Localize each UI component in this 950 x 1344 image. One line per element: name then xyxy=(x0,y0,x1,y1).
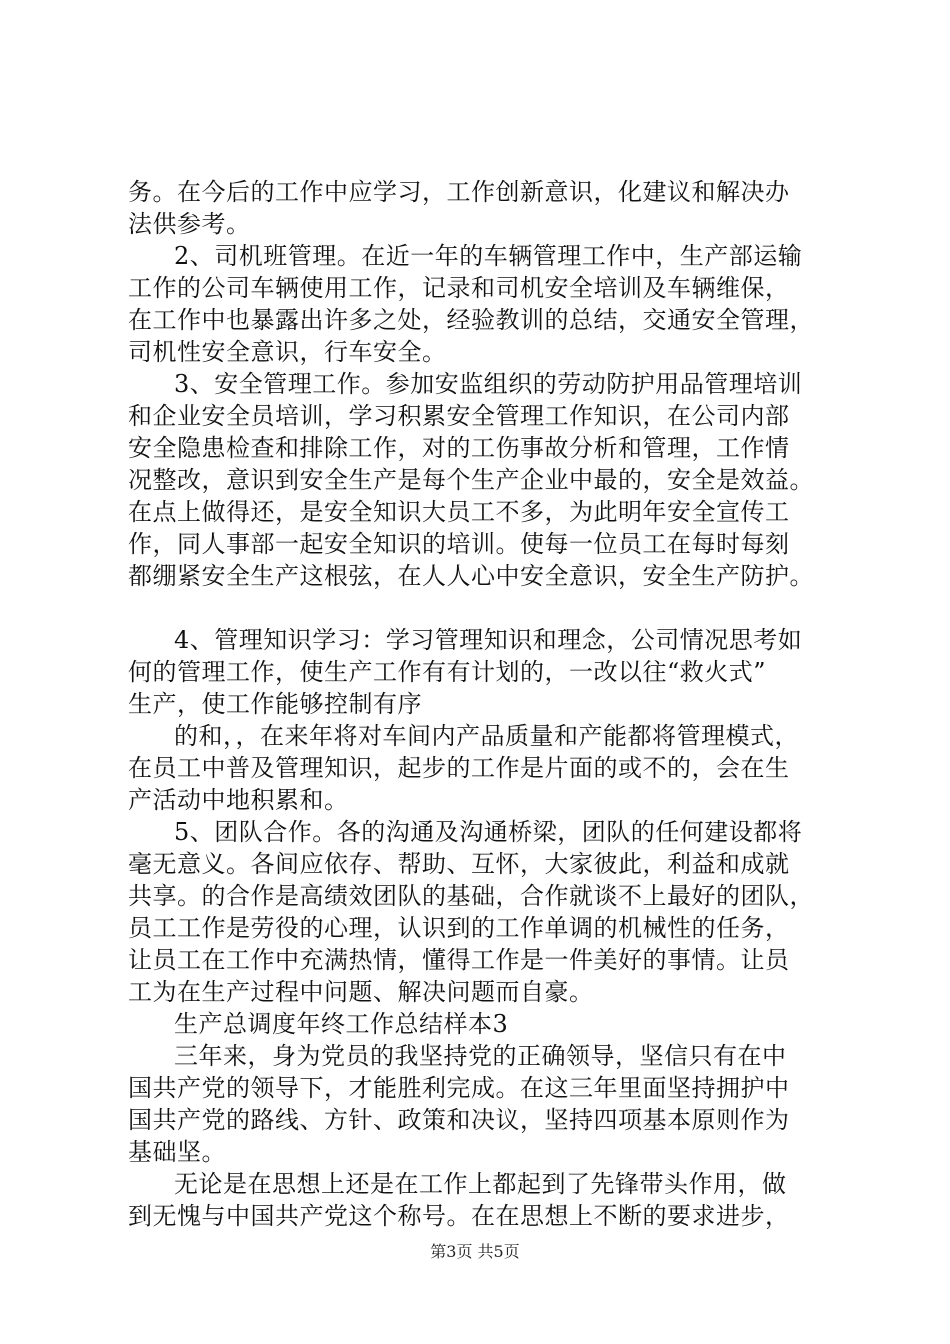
text-line: 都绷紧安全生产这根弦，在人人心中安全意识，安全生产防护。 xyxy=(128,562,814,590)
text-line: 安全隐患检查和排除工作，对的工伤事故分析和管理，工作情 xyxy=(128,434,790,462)
text-line: 在点上做得还，是安全知识大员工不多，为此明年安全宣传工 xyxy=(128,498,790,526)
text-line: 法供参考。 xyxy=(128,210,251,238)
text-line: 产活动中地积累和。 xyxy=(128,786,349,814)
text-line: 让员工在工作中充满热情，懂得工作是一件美好的事情。让员 xyxy=(128,946,790,974)
text-line: 在工作中也暴露出许多之处，经验教训的总结，交通安全管理， xyxy=(128,306,814,334)
text-line: 在员工中普及管理知识，起步的工作是片面的或不的，会在生 xyxy=(128,754,790,782)
text-line: 务。在今后的工作中应学习，工作创新意识，化建议和解决办 xyxy=(128,178,790,206)
page-number-footer: 第3页 共5页 xyxy=(430,1242,520,1261)
text-line: 国共产党的路线、方针、政策和决议，坚持四项基本原则作为 xyxy=(128,1106,790,1134)
document-body xyxy=(128,176,850,1232)
paragraph-start-line: 无论是在思想上还是在工作上都起到了先锋带头作用，做 xyxy=(174,1170,787,1198)
text-line: 共享。的合作是高绩效团队的基础，合作就谈不上最好的团队， xyxy=(128,882,814,910)
paragraph-start-line: 4、管理知识学习：学习管理知识和理念，公司情况思考如 xyxy=(174,626,803,654)
paragraph-start-line: 5、团队合作。各的沟通及沟通桥梁，团队的任何建设都将 xyxy=(174,818,803,846)
paragraph-start-line: 2、司机班管理。在近一年的车辆管理工作中，生产部运输 xyxy=(174,242,803,270)
text-line: 毫无意义。各间应依存、帮助、互怀，大家彼此，利益和成就 xyxy=(128,850,790,878)
text-line: 作，同人事部一起安全知识的培训。使每一位员工在每时每刻 xyxy=(128,530,790,558)
text-line: 国共产党的领导下，才能胜利完成。在这三年里面坚持拥护中 xyxy=(128,1074,790,1102)
text-line: 司机性安全意识，行车安全。 xyxy=(128,338,447,366)
text-line: 工作的公司车辆使用工作，记录和司机安全培训及车辆维保， xyxy=(128,274,790,302)
text-line: 员工工作是劳役的心理，认识到的工作单调的机械性的任务， xyxy=(128,914,790,942)
text-line: 基础坚。 xyxy=(128,1138,226,1166)
text-line: 何的管理工作，使生产工作有有计划的，一改以往“救火式” xyxy=(128,658,767,686)
blank-line xyxy=(128,592,850,624)
section-heading: 生产总调度年终工作总结样本3 xyxy=(174,1010,509,1038)
text-line: 况整改，意识到安全生产是每个生产企业中最的，安全是效益。 xyxy=(128,466,814,494)
text-line: 工为在生产过程中问题、解决问题而自豪。 xyxy=(128,978,594,1006)
text-line: 生产，使工作能够控制有序 xyxy=(128,690,422,718)
paragraph-start-line: 三年来，身为党员的我坚持党的正确领导，坚信只有在中 xyxy=(174,1042,787,1070)
text-line: 和企业安全员培训，学习积累安全管理工作知识，在公司内部 xyxy=(128,402,790,430)
text-line: 到无愧与中国共产党这个称号。在在思想上不断的要求进步， xyxy=(128,1202,790,1230)
paragraph-start-line: 3、安全管理工作。参加安监组织的劳动防护用品管理培训 xyxy=(174,370,803,398)
paragraph-start-line: 的和，，在来年将对车间内产品质量和产能都将管理模式， xyxy=(174,722,799,750)
